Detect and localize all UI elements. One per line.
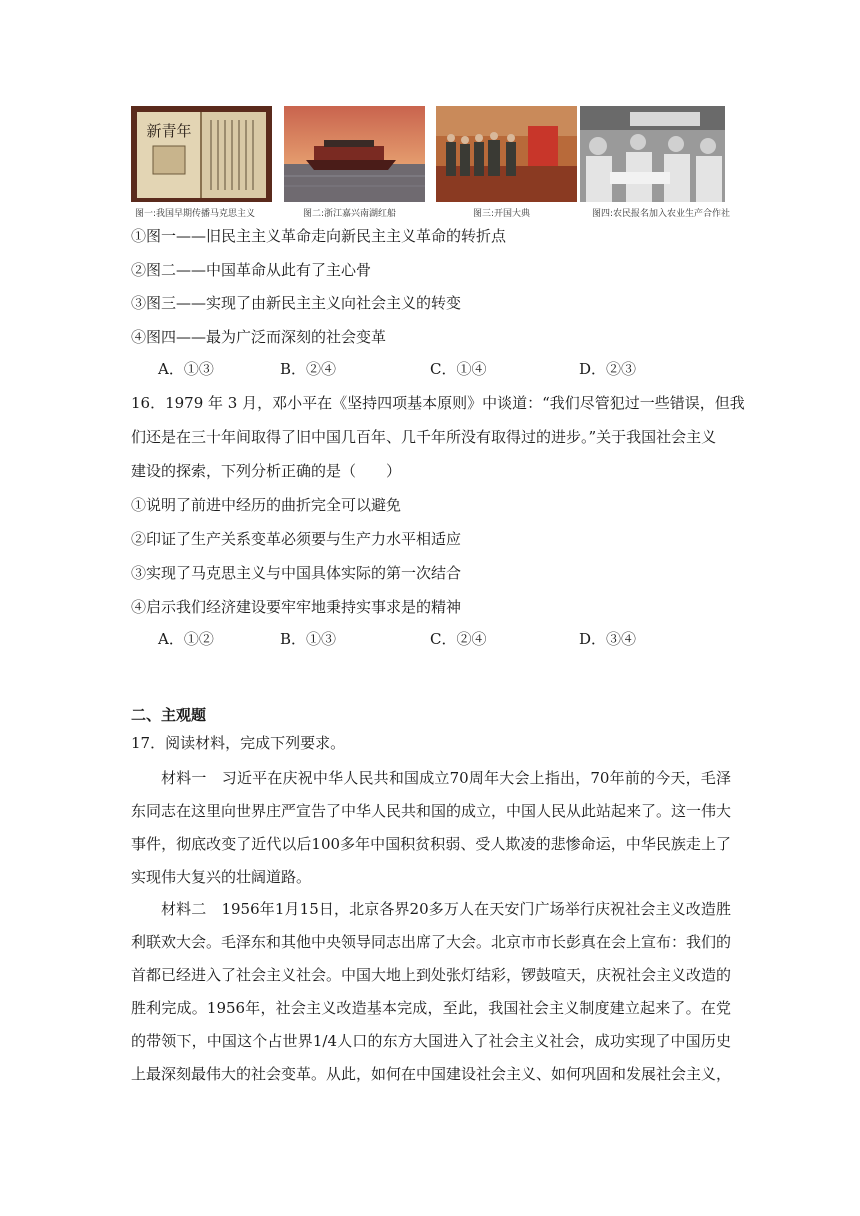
q15-option-b[interactable]: B．②④: [280, 360, 337, 378]
q15-statement-3: ③图三——实现了由新民主主义向社会主义的转变: [131, 294, 462, 312]
q16-option-b[interactable]: B．①③: [280, 630, 337, 648]
photo-caption-1: 图一:我国早期传播马克思主义: [135, 209, 256, 219]
q17-material-1: 材料一 习近平在庆祝中华人民共和国成立70周年大会上指出，70年前的今天，毛泽东同志在这里向世界庄严宣告了中华人民共和国的成立，中国人民从此站起来了。这一伟大事件，彻底改变了近代以后100多年中国积贫积弱、受人欺凌的悲惨命运，中华民族走上了实现伟大复兴的壮阔道路。: [131, 769, 732, 886]
q15-option-d[interactable]: D．②③: [579, 360, 637, 378]
q15-statement-2: ②图二——中国革命从此有了主心骨: [131, 261, 372, 279]
q16-option-d[interactable]: D．③④: [579, 630, 637, 648]
q16-statement-3: ③实现了马克思主义与中国具体实际的第一次结合: [131, 564, 462, 582]
q15-statement-4: ④图四——最为广泛而深刻的社会变革: [131, 328, 387, 346]
q17-stem: 17．阅读材料，完成下列要求。: [131, 734, 346, 752]
photo-strip: [131, 106, 731, 218]
photo-caption-3: 图三:开国大典: [473, 209, 531, 219]
q16-statement-2: ②印证了生产关系变革必须要与生产力水平相适应: [131, 530, 462, 548]
q15-option-a[interactable]: A．①③: [158, 360, 214, 378]
cooperative-signup-photo: [580, 106, 725, 202]
photo-caption-2: 图二:浙江嘉兴南湖红船: [303, 209, 397, 219]
photo-caption-4: 图四:农民报名加入农业生产合作社: [592, 209, 731, 219]
book-cover-text: 新青年: [146, 122, 192, 140]
q16-stem-line-2: 们还是在三十年间取得了旧中国几百年、几千年所没有取得过的进步。”关于我国社会主义: [131, 428, 717, 446]
q15-statement-1: ①图一——旧民主主义革命走向新民主主义革命的转折点: [131, 227, 507, 245]
q15-option-c[interactable]: C．①④: [430, 360, 487, 378]
q16-stem-line-1: 16．1979 年 3 月，邓小平在《坚持四项基本原则》中谈道：“我们尽管犯过一些错误，但我: [131, 394, 745, 412]
founding-ceremony-photo: [436, 106, 577, 202]
q17-material-2: 材料二 1956年1月15日，北京各界20多万人在天安门广场举行庆祝社会主义改造胜利联欢大会。毛泽东和其他中央领导同志出席了大会。北京市市长彭真在会上宣布：我们的首都已经进入了社会主义社会。中国大地上到处张灯结彩，锣鼓喧天，庆祝社会主义改造的胜利完成。1956年，社会主义改造基本完成，至此，我国社会主义制度建立起来了。在党的带领下，中国这个占世界1/4人口的东方大国进入了社会主义社会，成功实现了中国历史上最深刻最伟大的社会变革。从此，如何在中国建设社会主义、如何巩固和发展社会主义，: [131, 900, 732, 1083]
section-title: 二、主观题: [131, 706, 207, 724]
q16-stem-line-3: 建设的探索，下列分析正确的是（ ）: [131, 462, 402, 480]
q16-statement-1: ①说明了前进中经历的曲折完全可以避免: [131, 496, 402, 514]
xin-qingnian-book-photo: [131, 106, 272, 202]
q16-option-c[interactable]: C．②④: [430, 630, 487, 648]
south-lake-red-boat-photo: [284, 106, 425, 202]
q16-option-a[interactable]: A．①②: [158, 630, 214, 648]
q16-statement-4: ④启示我们经济建设要牢牢地秉持实事求是的精神: [131, 598, 462, 616]
